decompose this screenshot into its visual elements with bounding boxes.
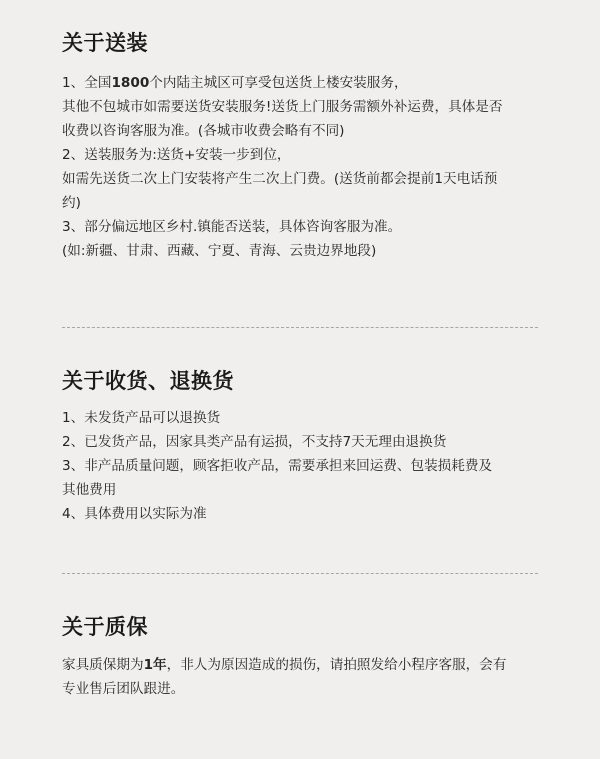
delivery-city-count: 1800 (111, 75, 150, 91)
warranty-line-2: 专业售后团队跟进。 (62, 681, 185, 697)
delivery-section-body (62, 71, 502, 263)
returns-item: 其他费用 (62, 482, 117, 498)
delivery-item-2-line-3: 约) (62, 195, 81, 211)
delivery-item-2-line-1: 2、送装服务为:送货+安装一步到位， (62, 147, 291, 163)
delivery-item-3-line-1: 3、部分偏远地区乡村.镇能否送装，具体咨询客服为准。 (62, 219, 402, 235)
returns-item: 1、未发货产品可以退换货 (62, 410, 221, 426)
delivery-item-1-line-1 (62, 71, 502, 95)
warranty-prefix: 家具质保期为 (62, 657, 144, 673)
warranty-period: 1年 (143, 657, 167, 673)
delivery-item-1-suffix: 个内陆主城区可享受包送货上楼安装服务， (149, 75, 408, 91)
returns-section-title: 关于收货、退换货 (62, 369, 234, 393)
delivery-item-1-line-2: 其他不包城市如需要送货安装服务!送货上门服务需额外补运费，具体是否 (62, 99, 503, 115)
returns-section-body (62, 406, 492, 526)
delivery-item-2-line-2: 如需先送货二次上门安装将产生二次上门费。(送货前都会提前1天电话预 (62, 171, 498, 187)
delivery-item-1-line-3: 收费以咨询客服为准。(各城市收费会略有不同) (62, 123, 345, 139)
delivery-section-title: 关于送装 (62, 31, 148, 55)
warranty-line-1 (62, 653, 506, 677)
warranty-section-title: 关于质保 (62, 615, 148, 639)
returns-item: 3、非产品质量问题，顾客拒收产品，需要承担来回运费、包装损耗费及 (62, 458, 493, 474)
section-divider-1 (62, 327, 538, 328)
delivery-item-3-line-2: (如:新疆、甘肃、西藏、宁夏、青海、云贵边界地段) (62, 243, 377, 259)
warranty-suffix: ，非人为原因造成的损伤，请拍照发给小程序客服，会有 (166, 657, 507, 673)
section-divider-2 (62, 573, 538, 574)
returns-item: 4、具体费用以实际为准 (62, 506, 207, 522)
returns-item: 2、已发货产品，因家具类产品有运损，不支持7天无理由退换货 (62, 434, 447, 450)
delivery-item-1-prefix: 1、全国 (62, 75, 112, 91)
warranty-section-body (62, 653, 506, 701)
